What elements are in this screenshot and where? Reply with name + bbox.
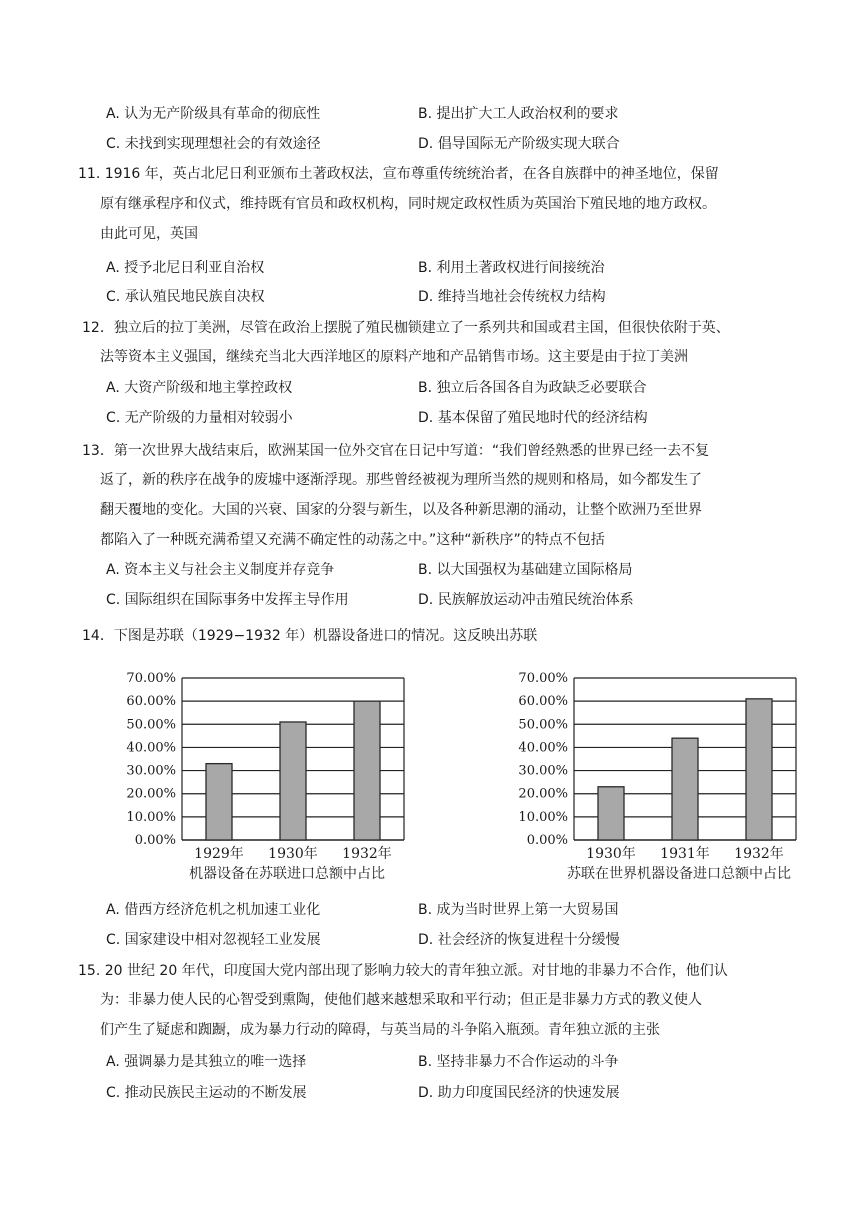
bar bbox=[280, 722, 306, 840]
q10-option-b[interactable] bbox=[418, 104, 619, 124]
bar bbox=[354, 701, 380, 840]
q13-stem-line-3: 翻天覆地的变化。大国的兴衰、国家的分裂与新生，以及各种新思潮的涌动，让整个欧洲乃至世界 bbox=[100, 502, 702, 518]
option-text: 利用土著政权进行间接统治 bbox=[436, 260, 605, 276]
option-text: 授予北尼日利亚自治权 bbox=[124, 260, 265, 276]
option-letter: A. bbox=[106, 260, 120, 276]
q12-option-d[interactable] bbox=[418, 408, 648, 428]
x-tick-label: 1929年 bbox=[194, 846, 244, 862]
option-text: 独立后各国各自为政缺乏必要联合 bbox=[436, 380, 647, 396]
q13-stem-line-4: 都陷入了一种既充满希望又充满不确定性的动荡之中。”这种“新秩序”的特点不包括 bbox=[100, 532, 605, 548]
option-letter: B. bbox=[418, 260, 433, 276]
q13-stem-line-1: 13．第一次世界大战结束后，欧洲某国一位外交官在日记中写道：“我们曾经熟悉的世界已经一去不复 bbox=[82, 443, 710, 459]
q12-stem-line-2: 法等资本主义强国，继续充当北大西洋地区的原料产地和产品销售市场。这主要是由于拉丁美洲 bbox=[100, 349, 688, 365]
y-tick-label: 30.00% bbox=[518, 763, 568, 779]
y-tick-label: 20.00% bbox=[126, 786, 176, 802]
option-letter: C. bbox=[106, 410, 121, 426]
option-letter: B. bbox=[418, 380, 433, 396]
q14-option-d[interactable] bbox=[418, 930, 620, 950]
option-letter: A. bbox=[106, 562, 120, 578]
chart-title: 机器设备在苏联进口总额中占比 bbox=[189, 866, 385, 882]
q11-option-d[interactable] bbox=[418, 287, 606, 307]
option-text: 无产阶级的力量相对较弱小 bbox=[124, 410, 293, 426]
q11-stem-line-3: 由此可见，英国 bbox=[100, 226, 198, 242]
q15-option-a[interactable] bbox=[106, 1052, 306, 1072]
q15-stem-line-2: 为：非暴力使人民的心智受到熏陶，使他们越来越想采取和平行动；但正是非暴力方式的教义使人 bbox=[100, 992, 702, 1008]
option-text: 坚持非暴力不合作运动的斗争 bbox=[436, 1054, 619, 1070]
option-text: 基本保留了殖民地时代的经济结构 bbox=[437, 410, 648, 426]
option-text: 未找到实现理想社会的有效途径 bbox=[124, 136, 321, 152]
y-tick-label: 20.00% bbox=[518, 786, 568, 802]
bar bbox=[598, 787, 624, 840]
option-letter: C. bbox=[106, 592, 121, 608]
option-letter: D. bbox=[418, 136, 434, 152]
x-tick-label: 1932年 bbox=[342, 846, 392, 862]
y-tick-label: 60.00% bbox=[126, 694, 176, 710]
option-text: 民族解放运动冲击殖民统治体系 bbox=[437, 592, 634, 608]
option-text: 承认殖民地民族自决权 bbox=[124, 289, 265, 305]
q11-option-a[interactable] bbox=[106, 258, 264, 278]
option-text: 维持当地社会传统权力结构 bbox=[437, 289, 606, 305]
q12-option-a[interactable] bbox=[106, 378, 292, 398]
option-text: 以大国强权为基础建立国际格局 bbox=[436, 562, 633, 578]
option-letter: A. bbox=[106, 106, 120, 122]
y-tick-label: 0.00% bbox=[134, 833, 176, 848]
option-letter: C. bbox=[106, 1085, 121, 1101]
option-letter: D. bbox=[418, 410, 434, 426]
y-tick-label: 40.00% bbox=[518, 740, 568, 756]
q11-option-b[interactable] bbox=[418, 258, 605, 278]
q13-option-d[interactable] bbox=[418, 590, 634, 610]
q15-stem-line-1: 15. 20 世纪 20 年代，印度国大党内部出现了影响力较大的青年独立派。对甘地的非暴力不合作，他们认 bbox=[78, 963, 728, 979]
option-text: 大资产阶级和地主掌控政权 bbox=[124, 380, 293, 396]
option-letter: B. bbox=[418, 106, 433, 122]
option-letter: C. bbox=[106, 932, 121, 948]
q12-option-c[interactable] bbox=[106, 408, 293, 428]
x-tick-label: 1930年 bbox=[586, 846, 636, 862]
q12-stem-line-1: 12．独立后的拉丁美洲，尽管在政治上摆脱了殖民枷锁建立了一系列共和国或君主国，但很快依附于英、 bbox=[82, 320, 730, 336]
q10-option-d[interactable] bbox=[418, 134, 620, 154]
option-text: 认为无产阶级具有革命的彻底性 bbox=[124, 106, 321, 122]
option-letter: C. bbox=[106, 289, 121, 305]
q14-option-c[interactable] bbox=[106, 930, 321, 950]
option-letter: A. bbox=[106, 1054, 120, 1070]
bar bbox=[746, 699, 772, 840]
y-tick-label: 50.00% bbox=[126, 717, 176, 733]
q10-option-c[interactable] bbox=[106, 134, 321, 154]
y-tick-label: 10.00% bbox=[126, 809, 176, 825]
y-tick-label: 10.00% bbox=[518, 809, 568, 825]
option-letter: A. bbox=[106, 902, 120, 918]
q11-option-c[interactable] bbox=[106, 287, 265, 307]
option-text: 推动民族民主运动的不断发展 bbox=[124, 1085, 307, 1101]
q11-stem-line-2: 原有继承程序和仪式，维持既有官员和政权机构，同时规定政权性质为英国治下殖民地的地方政权。 bbox=[100, 196, 716, 212]
bar bbox=[206, 764, 232, 840]
option-text: 借西方经济危机之机加速工业化 bbox=[124, 902, 321, 918]
q11-stem-line-1: 11. 1916 年，英占北尼日利亚颁布土著政权法，宣布尊重传统统治者，在各自族群中的神圣地位，保留 bbox=[78, 166, 719, 182]
q13-option-a[interactable] bbox=[106, 560, 334, 580]
q13-stem-line-2: 返了，新的秩序在战争的废墟中逐渐浮现。那些曾经被视为理所当然的规则和格局，如今都发生了 bbox=[100, 472, 702, 488]
option-text: 提出扩大工人政治权利的要求 bbox=[436, 106, 619, 122]
option-letter: D. bbox=[418, 592, 434, 608]
chart-title: 苏联在世界机器设备进口总额中占比 bbox=[567, 866, 791, 882]
chart-machinery-share-of-soviet-imports bbox=[108, 664, 420, 884]
y-tick-label: 70.00% bbox=[126, 671, 176, 686]
q12-option-b[interactable] bbox=[418, 378, 647, 398]
option-text: 成为当时世界上第一大贸易国 bbox=[436, 902, 619, 918]
option-letter: C. bbox=[106, 136, 121, 152]
option-text: 倡导国际无产阶级实现大联合 bbox=[437, 136, 620, 152]
bar bbox=[672, 738, 698, 840]
option-letter: D. bbox=[418, 1085, 434, 1101]
y-tick-label: 0.00% bbox=[526, 833, 568, 848]
option-letter: D. bbox=[418, 289, 434, 305]
q14-stem-line-1: 14．下图是苏联（1929−1932 年）机器设备进口的情况。这反映出苏联 bbox=[82, 628, 538, 644]
y-tick-label: 30.00% bbox=[126, 763, 176, 779]
q15-stem-line-3: 们产生了疑虑和踟蹰，成为暴力行动的障碍，与英当局的斗争陷入瓶颈。青年独立派的主张 bbox=[100, 1022, 660, 1038]
q14-option-a[interactable] bbox=[106, 900, 320, 920]
x-tick-label: 1930年 bbox=[268, 846, 318, 862]
q10-option-a[interactable] bbox=[106, 104, 320, 124]
option-text: 国际组织在国际事务中发挥主导作用 bbox=[124, 592, 349, 608]
option-letter: D. bbox=[418, 932, 434, 948]
option-letter: A. bbox=[106, 380, 120, 396]
chart-soviet-share-of-world-machinery-imports bbox=[500, 664, 810, 884]
q13-option-b[interactable] bbox=[418, 560, 633, 580]
option-text: 国家建设中相对忽视轻工业发展 bbox=[124, 932, 321, 948]
y-tick-label: 70.00% bbox=[518, 671, 568, 686]
option-letter: B. bbox=[418, 562, 433, 578]
option-text: 社会经济的恢复进程十分缓慢 bbox=[437, 932, 620, 948]
option-text: 资本主义与社会主义制度并存竞争 bbox=[124, 562, 335, 578]
option-text: 强调暴力是其独立的唯一选择 bbox=[124, 1054, 307, 1070]
q14-option-b[interactable] bbox=[418, 900, 619, 920]
option-text: 助力印度国民经济的快速发展 bbox=[437, 1085, 620, 1101]
q13-option-c[interactable] bbox=[106, 590, 349, 610]
q15-option-b[interactable] bbox=[418, 1052, 619, 1072]
x-tick-label: 1932年 bbox=[734, 846, 784, 862]
q15-option-c[interactable] bbox=[106, 1083, 307, 1103]
x-tick-label: 1931年 bbox=[660, 846, 710, 862]
q15-option-d[interactable] bbox=[418, 1083, 620, 1103]
y-tick-label: 40.00% bbox=[126, 740, 176, 756]
y-tick-label: 60.00% bbox=[518, 694, 568, 710]
y-tick-label: 50.00% bbox=[518, 717, 568, 733]
option-letter: B. bbox=[418, 902, 433, 918]
option-letter: B. bbox=[418, 1054, 433, 1070]
